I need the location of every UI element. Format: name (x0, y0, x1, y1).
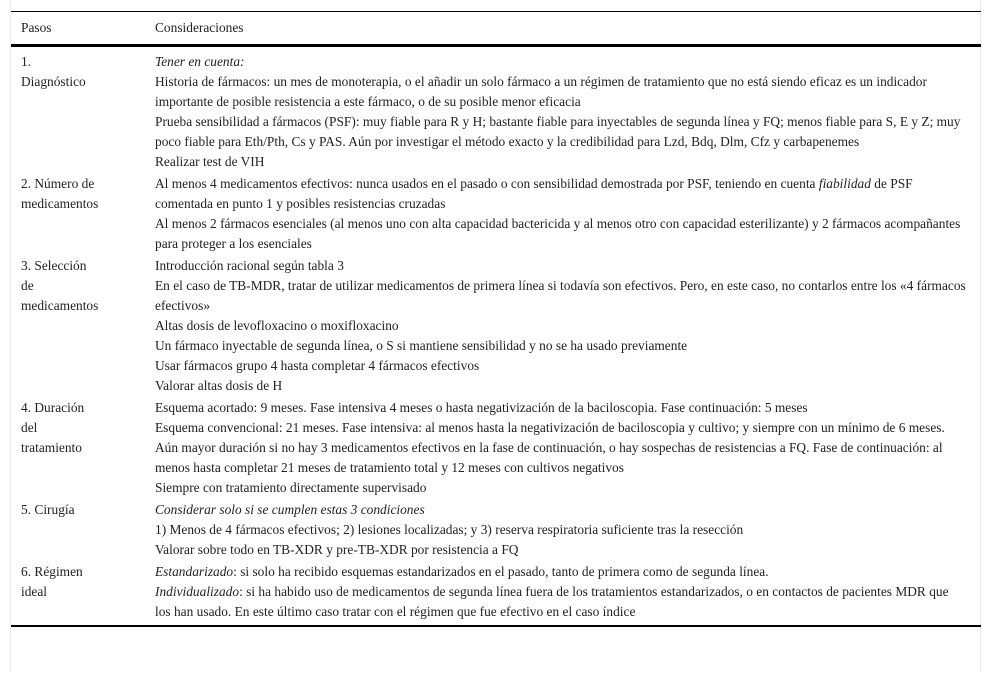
consideration-line (155, 478, 967, 498)
consideration-line (155, 72, 967, 112)
consideration-line (155, 276, 967, 316)
consideration-line (155, 256, 967, 276)
consideration-text: Altas dosis de levofloxacino o moxifloxacino (155, 318, 399, 333)
step-label-line: medicamentos (21, 196, 99, 211)
step-cell (11, 499, 145, 561)
step-label-line: 5. Cirugía (21, 502, 75, 517)
step-cell (11, 561, 145, 626)
consideration-text: Un fármaco inyectable de segunda línea, o S si mantiene sensibilidad y no se ha usado previamente (155, 338, 688, 353)
step-label-line: Diagnóstico (21, 74, 86, 89)
table-row (11, 499, 981, 561)
table-header (11, 12, 981, 46)
consideration-line (155, 582, 967, 622)
considerations-cell (145, 397, 981, 499)
step-label-line: 4. Duración (21, 400, 85, 415)
step-cell (11, 46, 145, 174)
consideration-text: Prueba sensibilidad a fármacos (PSF): muy fiable para R y H; bastante fiable para inyectables de segunda línea y FQ; menos fiable para S, E y Z; muy poco fiable para Eth/Pth, Cs y PAS. Aún por investigar el método exacto y la credibilidad para Lzd, Bdq, Dlm, Cfz y carbapenemes (155, 114, 961, 149)
consideration-text: Valorar altas dosis de H (155, 378, 283, 393)
consideration-text: : si ha habido uso de medicamentos de segunda línea fuera de los tratamientos estandarizados, o en contactos de pacientes MDR que los han usado. En este último caso tratar con el régimen que fue efectivo en el caso índice (155, 584, 949, 619)
emphasis-text: Estandarizado (155, 564, 234, 579)
consideration-line (155, 418, 967, 478)
consideration-line (155, 376, 967, 396)
step-label-line: de (21, 278, 34, 293)
consideration-text: : si solo ha recibido esquemas estandarizados en el pasado, tanto de primera como de segunda línea. (233, 564, 769, 579)
step-label-line: tratamiento (21, 440, 82, 455)
step-cell (11, 173, 145, 255)
considerations-cell (145, 46, 981, 174)
header-considerations: Consideraciones (145, 12, 981, 46)
emphasis-text: Individualizado (155, 584, 240, 599)
table-row (11, 561, 981, 626)
consideration-text: Esquema convencional: 21 meses. Fase intensiva: al menos hasta la negativización de baciloscopia y cultivo; y siempre con un mínimo de 6 meses. Aún mayor duración si no hay 3 medicamentos efectivos en la fase de continuación, o hay sospechas de resistencias a FQ. Fase de continuación: al menos hasta completar 21 meses de tratamiento total y 12 meses con cultivos negativos (155, 420, 945, 475)
considerations-cell (145, 561, 981, 626)
consideration-text: Introducción racional según tabla 3 (155, 258, 344, 273)
consideration-text: Siempre con tratamiento directamente supervisado (155, 480, 427, 495)
consideration-line (155, 540, 967, 560)
consideration-text: de PSF comentada en punto 1 y posibles resistencias cruzadas (155, 176, 913, 211)
consideration-text: 1) Menos de 4 fármacos efectivos; 2) lesiones localizadas; y 3) reserva respiratoria suficiente tras la resección (155, 522, 744, 537)
emphasis-text: fiabilidad (818, 176, 871, 191)
consideration-line (155, 152, 967, 172)
step-label-line: 6. Régimen (21, 564, 83, 579)
table-row (11, 397, 981, 499)
header-steps: Pasos (11, 12, 145, 46)
table-body (11, 46, 981, 627)
consideration-line (155, 500, 967, 520)
consideration-line (155, 520, 967, 540)
step-label-line: medicamentos (21, 298, 99, 313)
step-label-line: del (21, 420, 38, 435)
step-label-line: ideal (21, 584, 48, 599)
table-row (11, 255, 981, 397)
step-label-line: 3. Selección (21, 258, 87, 273)
step-label-line: 1. (21, 54, 32, 69)
treatment-steps-table (11, 11, 981, 627)
consideration-line (155, 398, 967, 418)
consideration-text: Usar fármacos grupo 4 hasta completar 4 fármacos efectivos (155, 358, 480, 373)
emphasis-text: Considerar solo si se cumplen estas 3 condiciones (155, 502, 425, 517)
step-cell (11, 255, 145, 397)
considerations-cell (145, 173, 981, 255)
consideration-line (155, 562, 967, 582)
consideration-line (155, 174, 967, 214)
consideration-line (155, 356, 967, 376)
table-row (11, 46, 981, 174)
consideration-text: Valorar sobre todo en TB-XDR y pre-TB-XDR por resistencia a FQ (155, 542, 519, 557)
considerations-cell (145, 499, 981, 561)
consideration-text: Historia de fármacos: un mes de monoterapia, o el añadir un solo fármaco a un régimen de tratamiento que no está siendo eficaz es un indicador importante de posible resistencia a este fármaco, o de su posible menor eficacia (155, 74, 927, 109)
consideration-text: En el caso de TB-MDR, tratar de utilizar medicamentos de primera línea si todavía son efectivos. Pero, en este caso, no contarlos entre los «4 fármacos efectivos» (155, 278, 966, 313)
consideration-line (155, 52, 967, 72)
consideration-text: Realizar test de VIH (155, 154, 265, 169)
consideration-text: Al menos 4 medicamentos efectivos: nunca usados en el pasado o con sensibilidad demostrada por PSF, teniendo en cuenta (155, 176, 819, 191)
step-cell (11, 397, 145, 499)
consideration-line (155, 112, 967, 152)
table-row (11, 173, 981, 255)
considerations-cell (145, 255, 981, 397)
consideration-text: Esquema acortado: 9 meses. Fase intensiva 4 meses o hasta negativización de la baciloscopia. Fase continuación: 5 meses (155, 400, 808, 415)
consideration-text: Al menos 2 fármacos esenciales (al menos uno con alta capacidad bactericida y al menos otro con capacidad esterilizante) y 2 fármacos acompañantes para proteger a los esenciales (155, 216, 961, 251)
consideration-line (155, 214, 967, 254)
header-row (11, 12, 981, 46)
emphasis-text: Tener en cuenta: (155, 54, 245, 69)
step-label-line: 2. Número de (21, 176, 95, 191)
consideration-line (155, 316, 967, 336)
consideration-line (155, 336, 967, 356)
